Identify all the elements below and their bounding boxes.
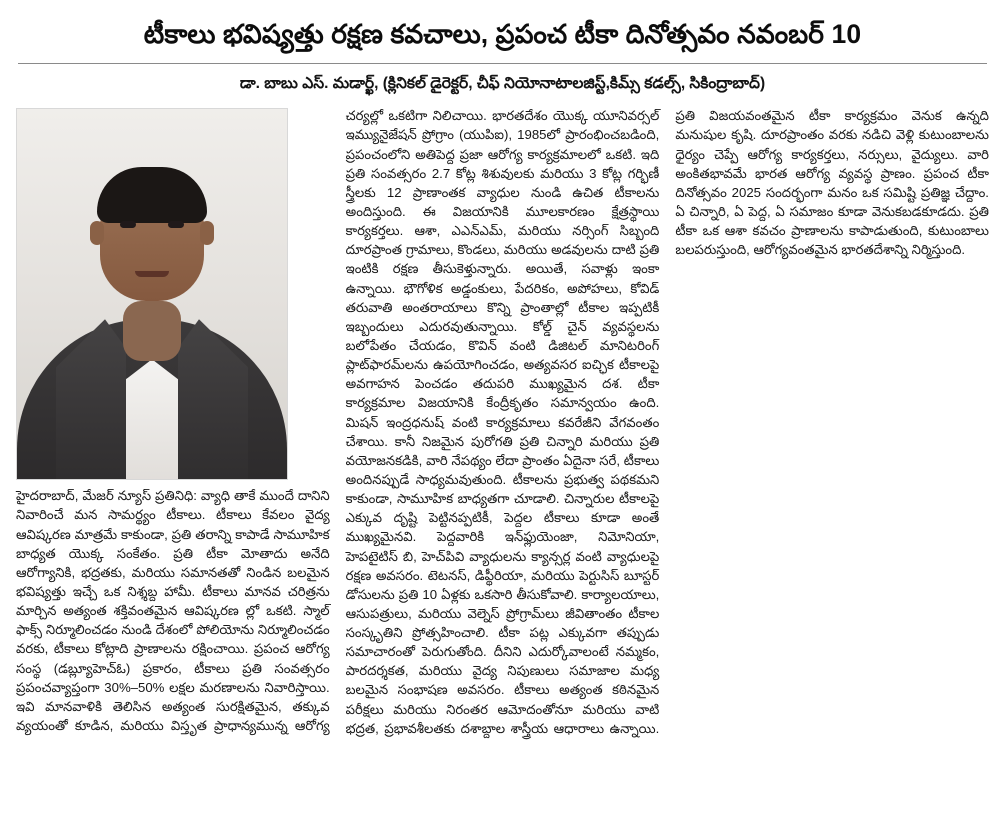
headline-divider xyxy=(18,63,987,64)
photo-ear-right xyxy=(200,221,214,245)
article-columns xyxy=(16,106,989,746)
photo-mouth xyxy=(135,271,169,277)
author-photo xyxy=(16,108,288,480)
article-headline: టీకాలు భవిష్యత్తు రక్షణ కవచాలు, ప్రపంచ టీకా దినోత్సవం నవంబర్ 10 xyxy=(143,19,862,49)
photo-neck xyxy=(123,301,181,361)
article-byline: డా. బాబు ఎస్. మడార్ఖ్, (క్లినికల్ డైరెక్టర్, చీఫ్ నియోనాటాలజిస్ట్,కిమ్స్ కడల్స్, సికింద్రాబాద్) xyxy=(239,75,766,93)
photo-eye-right xyxy=(168,221,184,228)
author-photo-wrap xyxy=(16,108,288,480)
article-body-area xyxy=(16,106,989,746)
photo-eye-left xyxy=(120,221,136,228)
article-body-text: హైదరాబాద్, మేజర్ న్యూస్ ప్రతినిధి: వ్యాధి తాకే ముందే దానిని నివారించే మన సామర్థ్యం టీకాలు. టీకాలు కేవలం వైద్య ఆవిష్కరణ మాత్రమే కాకుండా, ప్రతి తరాన్ని కాపాడే సామూహిక బాధ్యత యొక్క సంకేతం. ప్రతి టీకా మోతాదు అనేది ఆరోగ్యానికి, భద్రతకు, మరియు సమానతతో నిండిన బలమైన భవిష్యత్తు ఇచ్చే ఒక నిశ్శబ్ద హామీ. టీకాలు మానవ చరిత్రను మార్చిన అత్యంత శక్తివంతమైన ఆవిష్కరణ ల్లో ఒకటి. స్మాల్ ఫాక్స్ నిర్మూలించడం నుండి దేశంలో పోలియోను నిర్మూలించడం వరకు, టీకాలు కోట్లాది ప్రాణాలను రక్షించాయి. ప్రపంచ ఆరోగ్య సంస్థ (డబ్ల్యూహెచ్ఓ) ప్రకారం, టీకాలు ప్రతి సంవత్సరం ప్రపంచవ్యాప్తంగా 30%–50% లక్షల మరణాలను నివారిస్తాయి. ఇవి మానవాళికి తెలిసిన అత్యంత సురక్షితమైన, తక్కువ వ్యయంతో కూడిన, మరియు విస్తృత ప్రాధాన్యమున్న ఆరోగ్య చర్యల్లో ఒకటిగా నిలిచాయి. భారతదేశం యొక్క యూనివర్సల్ ఇమ్యునైజేషన్ ప్రోగ్రాం (యుపిఐ), 1985లో ప్రారంభించబడింది, ప్రపంచంలోని అతిపెద్ద ప్రజా ఆరోగ్య కార్యక్రమాలలో ఒకటి. ఇది ప్రతి సంవత్సరం 2.7 కోట్ల శిశువులకు మరియు 3 కోట్ల గర్భిణీ స్త్రీలకు 12 ప్రాణాంతక వ్యాధుల నుండి ఉచిత టీకాలను అందిస్తుంది. ఈ విజయానికి మూలకారణం క్షేత్రస్థాయి కార్యకర్తలు. ఆశా, ఎఎన్ఎమ్, మరియు నర్సింగ్ సిబ్బంది దూరప్రాంత గ్రామాలు, కొండలు, మరియు అడవులను దాటి ప్రతి ఇంటికి రక్షణ తీసుకెళ్తున్నారు. అయితే, సవాళ్లు ఇంకా ఉన్నాయి. భౌగోళిక అడ్డంకులు, పేదరికం, అపోహలు, కోవిడ్ తరువాతి అంతరాయాలు కొన్ని ప్రాంతాల్లో టీకాల ఇప్పటికీ ఇబ్బందులు ఎదురవుతున్నాయి. కోల్డ్ చైన్ వ్యవస్థలను బలోపేతం చేయడం, కొవిన్ వంటి డిజిటల్ మానిటరింగ్ ప్లాట్‌ఫారమ్‌లను ఉపయోగించడం, అత్యవసర ఐచ్ఛిక టీకాలపై అవగాహన పెంచడం తదుపరి ముఖ్యమైన దశ. టీకా కార్యక్రమాల విజయానికి కేంద్రీకృతం సమాన్వయం ఉంది. మిషన్ ఇంద్రధనుష్ వంటి కార్యక్రమాలు కవరేజీని వేగవంతం చేశాయి. కానీ నిజమైన పురోగతి ప్రతి చిన్నారి మరియు ప్రతి వయోజనకడికి, వారి నేపథ్యం లేదా ప్రాంతం ఏదైనా సరే, టీకాలు అందినప్పుడే సాధ్యమవుతుంది. టీకాలను ప్రభుత్వ పథకమని కాకుండా, సామూహిక బాధ్యతగా చూడాలి. చిన్నారుల టీకాలపై ఎక్కువ దృష్టి పెట్టినప్పటికీ, పెద్దల టీకాలు కూడా అంతే ముఖ్యమైనవి. పెద్దవారికి ఇన్‌ఫ్లుయెంజా, నిమోనియా, హెపటైటిస్ బి, హెచ్‌పివి వ్యాధులను క్యాన్సర్ల వంటి వ్యాధులపై రక్షణ అవసరం. టెటనస్, డిప్థీరియా, మరియు పెర్టుసిస్ బూస్టర్ డోసులను ప్రతి 10 ఏళ్లకు ఒకసారి తీసుకోవాలి. కార్యాలయాలు, ఆసుపత్రులు, మరియు వెల్నెస్ ప్రోగ్రామ్‌లు జీవితాంతం టీకాల సంస్కృతిని ప్రోత్సహించాలి. టీకా పట్ల ఎక్కువగా తప్పుడు సమాచారంతో పెరుగుతోంది. దీనిని ఎదుర్కోవాలంటే నమ్మకం, పారదర్శకత, మరియు వైద్య నిపుణులు సమాజాల మధ్య బలమైన సంభాషణ అవసరం. టీకాలు అత్యంత కఠినమైన పరీక్షలు మరియు నిరంతర ఆమోదంతోనూ మరియు వాటి భద్రత, ప్రభావశీలతకు దశాబ్దాల శాస్త్రీయ ఆధారాలు ఉన్నాయి. ప్రతి విజయవంతమైన టీకా కార్యక్రమం వెనుక ఉన్నది మనుషుల కృషి. దూరప్రాంతం వరకు నడిచి వెళ్లి కుటుంబాలను ధైర్యం చెప్పే ఆరోగ్య కార్యకర్తలు, నర్సులు, వైద్యులు. వారి అంకితభావమే భారత ఆరోగ్య వ్యవస్థ ప్రాణం. ప్రపంచ టీకా దినోత్సవం 2025 సందర్భంగా మనం ఒక సమిష్టి ప్రతిజ్ఞ చేద్దాం. ఏ చిన్నారి, ఏ పెద్ద, ఏ సమాజం కూడా వెనుకబడకూడదు. ప్రతి టీకా ఒక ఆశా కవచం ప్రాణాలను కాపాడుతుంది, కుటుంబాలు బలపరుస్తుంది, ఆరోగ్యవంతమైన భారతదేశాన్ని నిర్మిస్తుంది. xyxy=(16,108,989,736)
photo-ear-left xyxy=(90,221,104,245)
